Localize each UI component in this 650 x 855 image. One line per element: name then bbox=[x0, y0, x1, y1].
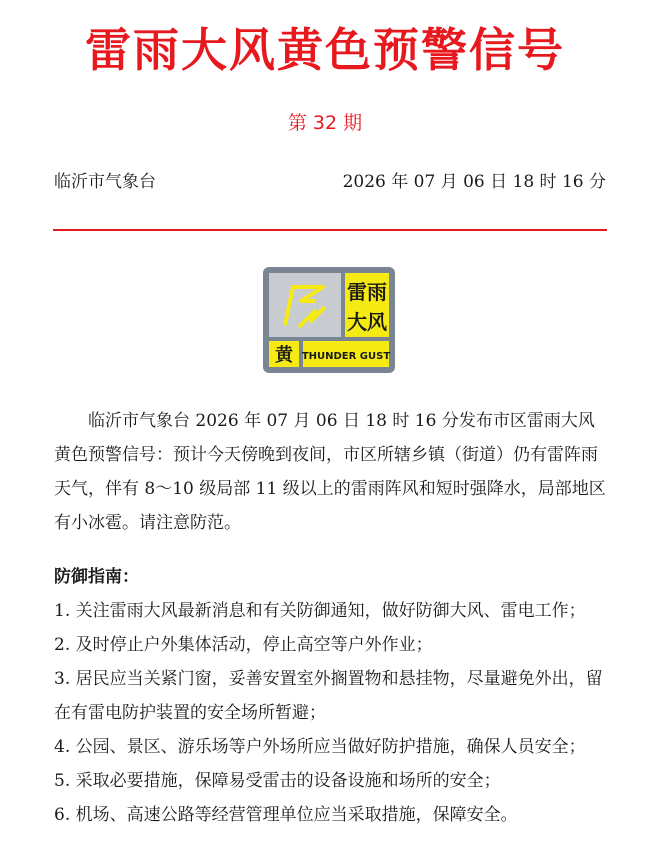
thunder-gust-warning-icon bbox=[263, 267, 395, 373]
guide-list bbox=[54, 594, 610, 832]
signal-english: THUNDER GUST bbox=[301, 351, 391, 362]
issuer: 临沂市气象台 bbox=[54, 172, 156, 192]
guide-item: 3. 居民应当关紧门窗，妥善安置室外搁置物和悬挂物，尽量避免外出，留在有雷电防护装置的安全场所暂避； bbox=[54, 669, 603, 723]
header-divider bbox=[53, 229, 607, 231]
signal-level-char: 黄 bbox=[275, 345, 293, 366]
signal-chars-mid: 大风 bbox=[347, 310, 387, 334]
signal-chars-top: 雷雨 bbox=[347, 280, 387, 304]
guide-item: 2. 及时停止户外集体活动，停止高空等户外作业； bbox=[54, 635, 433, 655]
guide-item: 4. 公园、景区、游乐场等户外场所应当做好防护措施，确保人员安全； bbox=[54, 737, 586, 757]
guide-item: 6. 机场、高速公路等经营管理单位应当采取措施，保障安全。 bbox=[54, 805, 518, 825]
guide-heading: 防御指南： bbox=[54, 567, 139, 587]
document-title: 雷雨大风黄色预警信号 bbox=[85, 23, 565, 77]
announcement-paragraph: 临沂市气象台 2026 年 07 月 06 日 18 时 16 分发布市区雷雨大风黄色预警信号：预计今天傍晚到夜间，市区所辖乡镇（街道）仍有雷阵雨天气，伴有 8～10 级局部 11 级以上的雷雨阵风和短时强降水，局部地区有小冰雹。请注意防范。 bbox=[54, 411, 606, 533]
issue-number: 第 32 期 bbox=[287, 112, 363, 134]
guide-item: 1. 关注雷雨大风最新消息和有关防御通知，做好防御大风、雷电工作； bbox=[54, 601, 586, 621]
guide-item: 5. 采取必要措施，保障易受雷击的设备设施和场所的安全； bbox=[54, 771, 501, 791]
issue-datetime: 2026 年 07 月 06 日 18 时 16 分 bbox=[342, 172, 606, 192]
